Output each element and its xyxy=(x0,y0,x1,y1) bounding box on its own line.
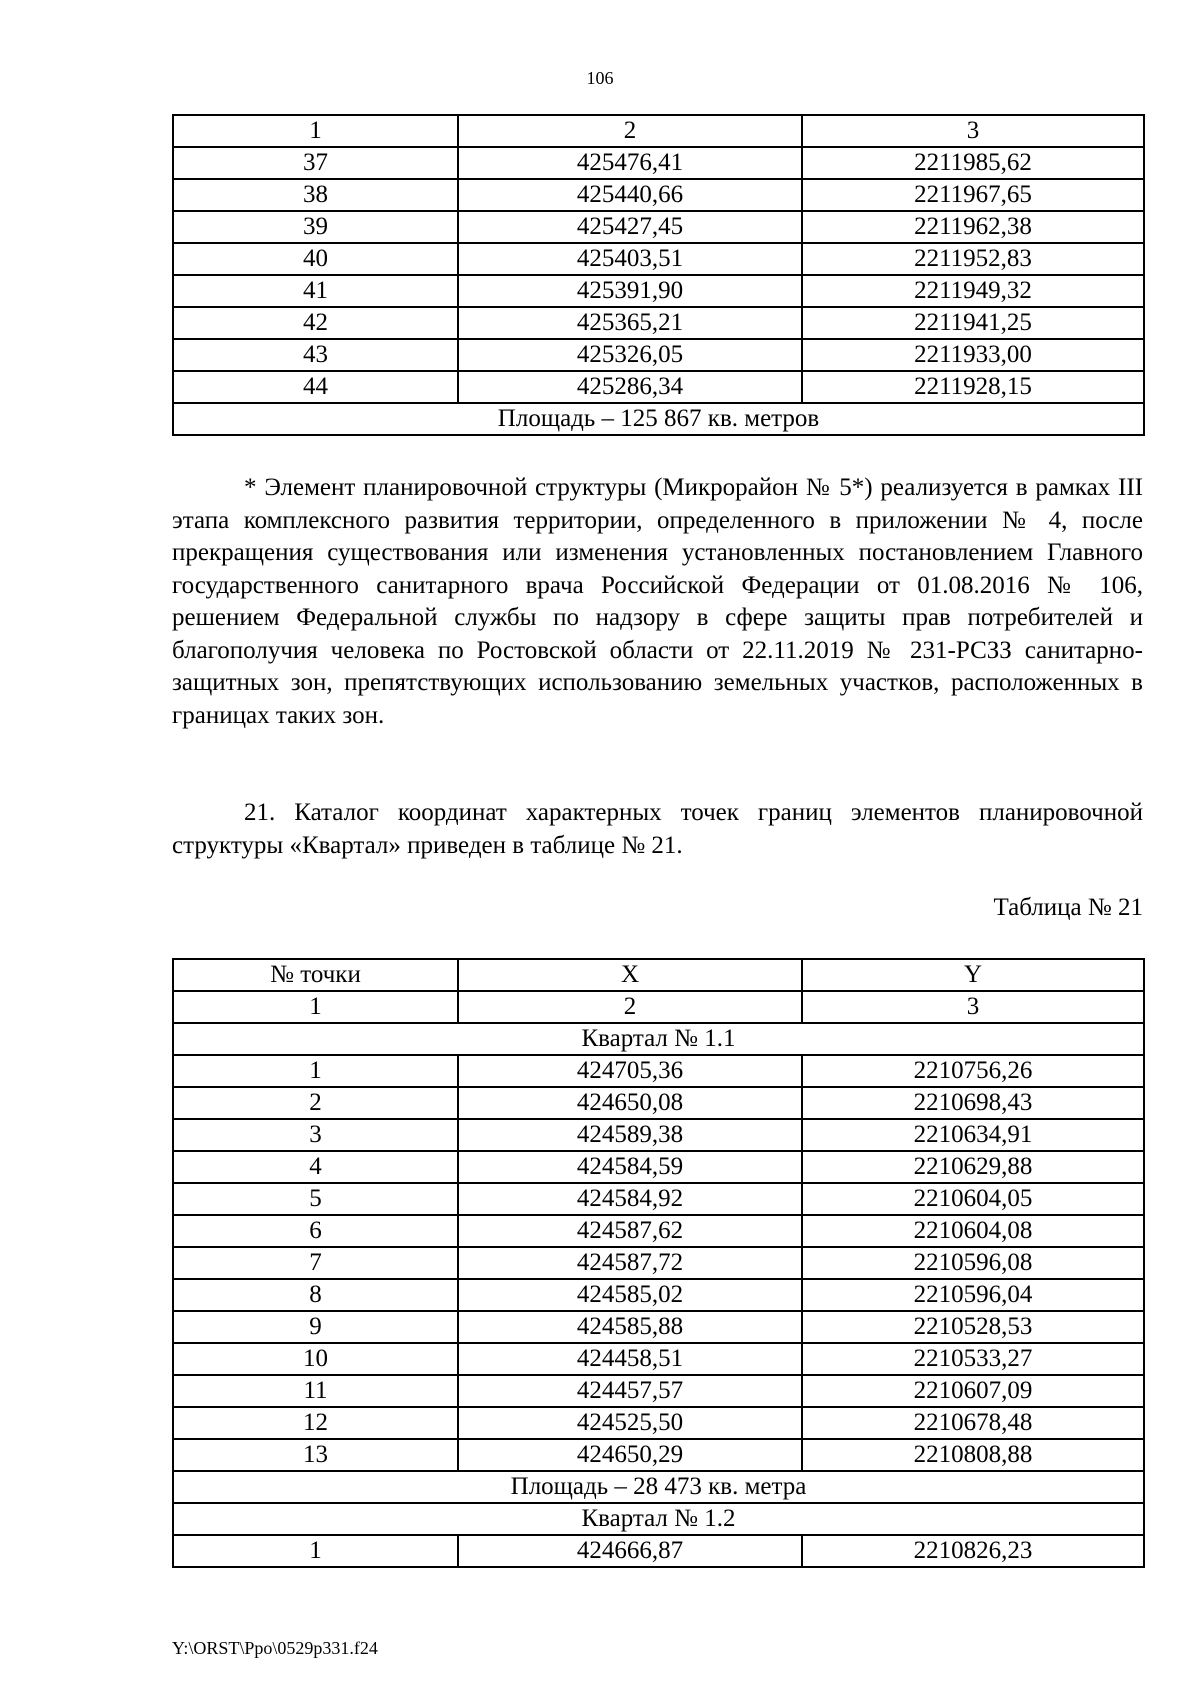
column-title-cell: X xyxy=(458,959,802,991)
area-row xyxy=(173,1471,1144,1503)
x-coordinate-cell: 424589,38 xyxy=(458,1119,802,1151)
point-number-cell: 10 xyxy=(173,1343,458,1375)
y-coordinate-cell: 2210607,09 xyxy=(802,1375,1144,1407)
table-caption: Таблица № 21 xyxy=(993,894,1143,921)
group-title-cell: Квартал № 1.1 xyxy=(173,1023,1144,1055)
x-coordinate-cell: 424705,36 xyxy=(458,1055,802,1087)
point-number-cell: 2 xyxy=(173,1087,458,1119)
y-coordinate-cell: 2211962,38 xyxy=(802,211,1144,243)
point-number-cell: 38 xyxy=(173,179,458,211)
point-number-cell: 1 xyxy=(173,1535,458,1567)
x-coordinate-cell: 425326,05 xyxy=(458,339,802,371)
table-row xyxy=(173,1119,1144,1151)
point-number-cell: 4 xyxy=(173,1151,458,1183)
point-number-cell: 11 xyxy=(173,1375,458,1407)
y-coordinate-cell: 2211952,83 xyxy=(802,243,1144,275)
table-row xyxy=(173,275,1144,307)
x-coordinate-cell: 425476,41 xyxy=(458,147,802,179)
point-number-cell: 3 xyxy=(173,1119,458,1151)
point-number-cell: 41 xyxy=(173,275,458,307)
section-text: 21. Каталог координат характерных точек границ элементов планировочной структуры «Квартал» приведен в таблице № 21. xyxy=(172,799,1143,859)
table-row xyxy=(173,1279,1144,1311)
point-number-cell: 37 xyxy=(173,147,458,179)
table-header-row xyxy=(173,959,1144,991)
x-coordinate-cell: 425286,34 xyxy=(458,371,802,403)
table-row xyxy=(173,1215,1144,1247)
point-number-cell: 39 xyxy=(173,211,458,243)
area-cell: Площадь – 125 867 кв. метров xyxy=(173,403,1144,435)
area-cell: Площадь – 28 473 кв. метра xyxy=(173,1471,1144,1503)
coordinates-table-continued xyxy=(172,114,1145,436)
table-row xyxy=(173,371,1144,403)
table-row xyxy=(173,211,1144,243)
x-coordinate-cell: 424650,08 xyxy=(458,1087,802,1119)
x-coordinate-cell: 425403,51 xyxy=(458,243,802,275)
table-row xyxy=(173,147,1144,179)
y-coordinate-cell: 2210596,08 xyxy=(802,1247,1144,1279)
point-number-cell: 7 xyxy=(173,1247,458,1279)
table-row xyxy=(173,1375,1144,1407)
y-coordinate-cell: 2211933,00 xyxy=(802,339,1144,371)
table-row xyxy=(173,1343,1144,1375)
y-coordinate-cell: 2210678,48 xyxy=(802,1407,1144,1439)
y-coordinate-cell: 2211928,15 xyxy=(802,371,1144,403)
x-coordinate-cell: 424587,62 xyxy=(458,1215,802,1247)
table-row xyxy=(173,1087,1144,1119)
column-number-cell: 2 xyxy=(458,115,802,147)
point-number-cell: 8 xyxy=(173,1279,458,1311)
note-paragraph xyxy=(172,472,1143,732)
point-number-cell: 1 xyxy=(173,1055,458,1087)
x-coordinate-cell: 425440,66 xyxy=(458,179,802,211)
y-coordinate-cell: 2210604,08 xyxy=(802,1215,1144,1247)
area-row xyxy=(173,403,1144,435)
y-coordinate-cell: 2211967,65 xyxy=(802,179,1144,211)
y-coordinate-cell: 2210698,43 xyxy=(802,1087,1144,1119)
table-row xyxy=(173,1407,1144,1439)
table-column-number-row xyxy=(173,991,1144,1023)
y-coordinate-cell: 2210528,53 xyxy=(802,1311,1144,1343)
y-coordinate-cell: 2211949,32 xyxy=(802,275,1144,307)
table-row xyxy=(173,307,1144,339)
y-coordinate-cell: 2211941,25 xyxy=(802,307,1144,339)
point-number-cell: 12 xyxy=(173,1407,458,1439)
table-row xyxy=(173,1151,1144,1183)
table-row xyxy=(173,1311,1144,1343)
point-number-cell: 5 xyxy=(173,1183,458,1215)
x-coordinate-cell: 425391,90 xyxy=(458,275,802,307)
point-number-cell: 42 xyxy=(173,307,458,339)
x-coordinate-cell: 424666,87 xyxy=(458,1535,802,1567)
table-row xyxy=(173,1055,1144,1087)
x-coordinate-cell: 424525,50 xyxy=(458,1407,802,1439)
y-coordinate-cell: 2210756,26 xyxy=(802,1055,1144,1087)
point-number-cell: 13 xyxy=(173,1439,458,1471)
point-number-cell: 40 xyxy=(173,243,458,275)
table-row xyxy=(173,1183,1144,1215)
x-coordinate-cell: 424457,57 xyxy=(458,1375,802,1407)
note-text: * Элемент планировочной структуры (Микрорайон № 5*) реализуется в рамках III этапа комплексного развития территории, определенного в приложении № 4, после прекращения существования или изменения установленных постановлением Главного государственного санитарного врача Российской Федерации от 01.08.2016 № 106, решением Федеральной службы по надзору в сфере защиты прав потребителей и благополучия человека по Ростовской области от 22.11.2019 № 231-РСЗЗ санитарно-защитных зон, препятствующих использованию земельных участков, расположенных в границах таких зон. xyxy=(172,474,1143,729)
table-row xyxy=(173,179,1144,211)
x-coordinate-cell: 424587,72 xyxy=(458,1247,802,1279)
column-title-cell: Y xyxy=(802,959,1144,991)
y-coordinate-cell: 2210826,23 xyxy=(802,1535,1144,1567)
group-title-cell: Квартал № 1.2 xyxy=(173,1503,1144,1535)
x-coordinate-cell: 424650,29 xyxy=(458,1439,802,1471)
point-number-cell: 44 xyxy=(173,371,458,403)
x-coordinate-cell: 424584,59 xyxy=(458,1151,802,1183)
y-coordinate-cell: 2210808,88 xyxy=(802,1439,1144,1471)
x-coordinate-cell: 425365,21 xyxy=(458,307,802,339)
y-coordinate-cell: 2210634,91 xyxy=(802,1119,1144,1151)
coordinates-table-21 xyxy=(172,958,1145,1568)
y-coordinate-cell: 2210596,04 xyxy=(802,1279,1144,1311)
x-coordinate-cell: 424458,51 xyxy=(458,1343,802,1375)
y-coordinate-cell: 2211985,62 xyxy=(802,147,1144,179)
page-number: 106 xyxy=(586,68,614,88)
column-number-cell: 3 xyxy=(802,115,1144,147)
group-title-row xyxy=(173,1023,1144,1055)
x-coordinate-cell: 425427,45 xyxy=(458,211,802,243)
column-number-cell: 3 xyxy=(802,991,1144,1023)
column-number-cell: 1 xyxy=(173,115,458,147)
column-number-cell: 2 xyxy=(458,991,802,1023)
table-header-row xyxy=(173,115,1144,147)
point-number-cell: 9 xyxy=(173,1311,458,1343)
column-number-cell: 1 xyxy=(173,991,458,1023)
x-coordinate-cell: 424585,88 xyxy=(458,1311,802,1343)
y-coordinate-cell: 2210533,27 xyxy=(802,1343,1144,1375)
section-paragraph xyxy=(172,797,1143,862)
table-row xyxy=(173,1535,1144,1567)
table-row xyxy=(173,243,1144,275)
table-row xyxy=(173,1439,1144,1471)
y-coordinate-cell: 2210629,88 xyxy=(802,1151,1144,1183)
x-coordinate-cell: 424585,02 xyxy=(458,1279,802,1311)
table-row xyxy=(173,339,1144,371)
point-number-cell: 6 xyxy=(173,1215,458,1247)
column-title-cell: № точки xyxy=(173,959,458,991)
y-coordinate-cell: 2210604,05 xyxy=(802,1183,1144,1215)
table-row xyxy=(173,1247,1144,1279)
point-number-cell: 43 xyxy=(173,339,458,371)
x-coordinate-cell: 424584,92 xyxy=(458,1183,802,1215)
footer-file-path: Y:\ORST\Ppo\0529p331.f24 xyxy=(172,1638,378,1658)
group-title-row xyxy=(173,1503,1144,1535)
